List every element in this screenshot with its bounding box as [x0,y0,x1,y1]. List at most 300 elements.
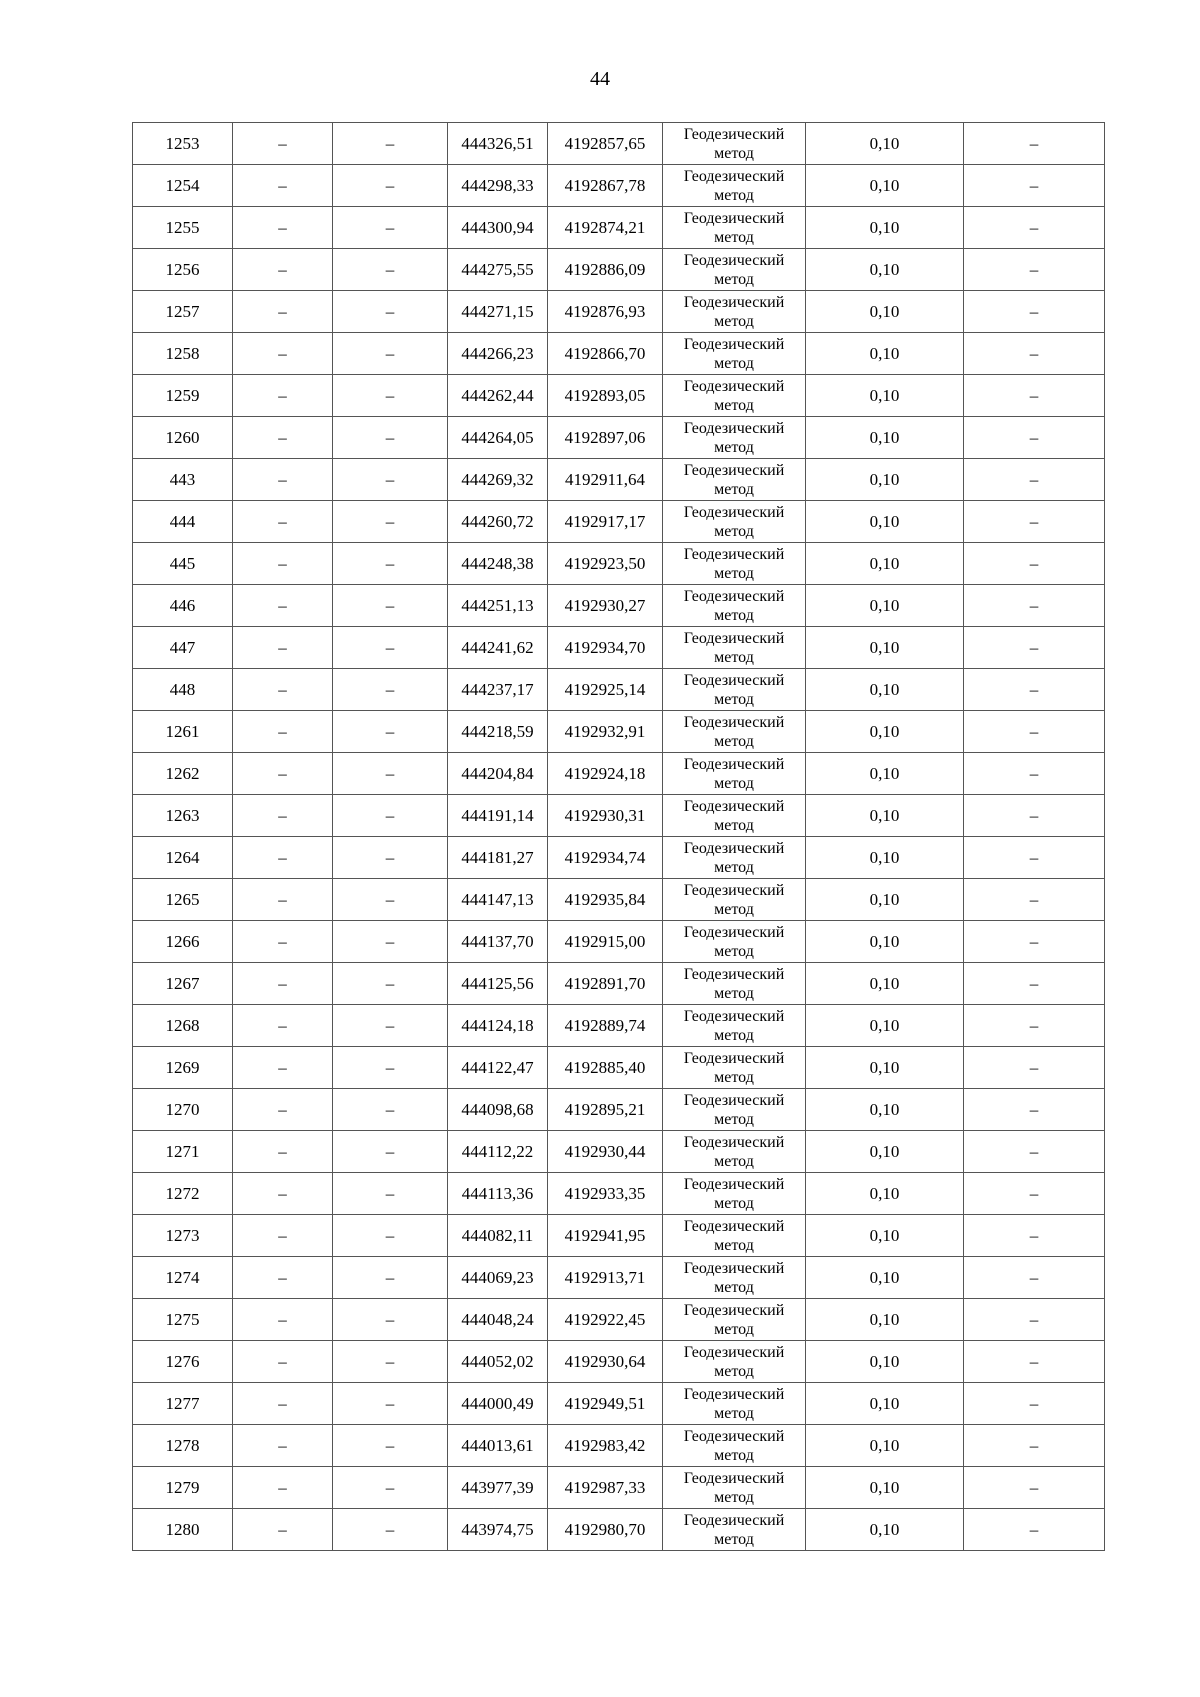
coordinate-y-cell: 4192895,21 [548,1089,663,1131]
table-row [133,963,1105,1005]
coordinate-y-cell: 4192874,21 [548,207,663,249]
table-row [133,1341,1105,1383]
method-label-line2: метод [714,396,754,414]
empty-value-cell: – [333,1089,448,1131]
method-label-line2: метод [714,186,754,204]
table-row [133,921,1105,963]
empty-value-cell: – [233,753,333,795]
empty-value-cell: – [233,1257,333,1299]
method-label-line2: метод [714,690,754,708]
method-label-line1: Геодезический [683,1007,785,1025]
method-label-line1: Геодезический [683,125,785,143]
method-label-line2: метод [714,1152,754,1170]
empty-value-cell: – [233,1173,333,1215]
method-label-line1: Геодезический [683,839,785,857]
method-label-line1: Геодезический [683,1427,785,1445]
empty-value-cell: – [333,165,448,207]
accuracy-cell: 0,10 [806,165,964,207]
coordinate-y-cell: 4192923,50 [548,543,663,585]
empty-value-cell: – [964,123,1105,165]
empty-value-cell: – [233,963,333,1005]
coordinate-y-cell: 4192935,84 [548,879,663,921]
coordinate-x-cell: 444218,59 [448,711,548,753]
accuracy-cell: 0,10 [806,291,964,333]
coordinate-y-cell: 4192987,33 [548,1467,663,1509]
empty-value-cell: – [964,711,1105,753]
accuracy-cell: 0,10 [806,963,964,1005]
empty-value-cell: – [964,459,1105,501]
empty-value-cell: – [333,543,448,585]
coordinate-y-cell: 4192932,91 [548,711,663,753]
coordinate-y-cell: 4192911,64 [548,459,663,501]
method-cell [663,417,806,459]
method-label-line2: метод [714,564,754,582]
empty-value-cell: – [964,1341,1105,1383]
method-label-line2: метод [714,1110,754,1128]
coordinate-x-cell: 444048,24 [448,1299,548,1341]
empty-value-cell: – [964,963,1105,1005]
method-label-line2: метод [714,648,754,666]
table-row [133,165,1105,207]
method-cell [663,1215,806,1257]
method-label-line1: Геодезический [683,755,785,773]
method-label-line1: Геодезический [683,377,785,395]
coordinate-x-cell: 444271,15 [448,291,548,333]
coordinate-x-cell: 444052,02 [448,1341,548,1383]
empty-value-cell: – [233,837,333,879]
coordinate-x-cell: 444262,44 [448,375,548,417]
method-label-line2: метод [714,858,754,876]
empty-value-cell: – [333,795,448,837]
point-number-cell: 1274 [133,1257,233,1299]
method-label-line2: метод [714,1026,754,1044]
method-label-line2: метод [714,1278,754,1296]
point-number-cell: 448 [133,669,233,711]
coordinate-y-cell: 4192934,74 [548,837,663,879]
method-label-line2: метод [714,438,754,456]
coordinates-table [132,122,1105,1551]
empty-value-cell: – [964,753,1105,795]
accuracy-cell: 0,10 [806,837,964,879]
method-label-line1: Геодезический [683,965,785,983]
coordinate-y-cell: 4192930,31 [548,795,663,837]
coordinate-x-cell: 444269,32 [448,459,548,501]
accuracy-cell: 0,10 [806,1173,964,1215]
method-cell [663,1341,806,1383]
empty-value-cell: – [333,711,448,753]
coordinate-y-cell: 4192949,51 [548,1383,663,1425]
point-number-cell: 1261 [133,711,233,753]
coordinate-y-cell: 4192876,93 [548,291,663,333]
accuracy-cell: 0,10 [806,669,964,711]
point-number-cell: 1277 [133,1383,233,1425]
coordinate-x-cell: 444266,23 [448,333,548,375]
method-label-line2: метод [714,1446,754,1464]
accuracy-cell: 0,10 [806,459,964,501]
point-number-cell: 1275 [133,1299,233,1341]
empty-value-cell: – [964,165,1105,207]
method-cell [663,1467,806,1509]
empty-value-cell: – [233,1467,333,1509]
table-row [133,543,1105,585]
empty-value-cell: – [333,1425,448,1467]
coordinate-y-cell: 4192930,64 [548,1341,663,1383]
point-number-cell: 1268 [133,1005,233,1047]
empty-value-cell: – [964,417,1105,459]
empty-value-cell: – [333,123,448,165]
table-row [133,249,1105,291]
method-label-line2: метод [714,354,754,372]
empty-value-cell: – [233,123,333,165]
coordinate-x-cell: 444098,68 [448,1089,548,1131]
coordinate-y-cell: 4192941,95 [548,1215,663,1257]
method-label-line1: Геодезический [683,419,785,437]
empty-value-cell: – [964,627,1105,669]
point-number-cell: 1264 [133,837,233,879]
method-label-line2: метод [714,270,754,288]
method-label-line1: Геодезический [683,1091,785,1109]
method-label-line2: метод [714,1530,754,1548]
empty-value-cell: – [233,1425,333,1467]
method-label-line1: Геодезический [683,671,785,689]
empty-value-cell: – [233,333,333,375]
point-number-cell: 1266 [133,921,233,963]
empty-value-cell: – [964,1299,1105,1341]
empty-value-cell: – [964,1425,1105,1467]
empty-value-cell: – [333,921,448,963]
empty-value-cell: – [333,1383,448,1425]
empty-value-cell: – [333,837,448,879]
method-label-line1: Геодезический [683,461,785,479]
accuracy-cell: 0,10 [806,123,964,165]
coordinate-x-cell: 444260,72 [448,501,548,543]
coordinate-x-cell: 444124,18 [448,1005,548,1047]
coordinate-x-cell: 444082,11 [448,1215,548,1257]
coordinate-y-cell: 4192913,71 [548,1257,663,1299]
empty-value-cell: – [233,1089,333,1131]
method-label-line1: Геодезический [683,1511,785,1529]
method-label-line2: метод [714,522,754,540]
empty-value-cell: – [233,249,333,291]
method-label-line2: метод [714,900,754,918]
coordinate-x-cell: 444275,55 [448,249,548,291]
method-label-line1: Геодезический [683,293,785,311]
accuracy-cell: 0,10 [806,375,964,417]
method-cell [663,1257,806,1299]
empty-value-cell: – [964,1089,1105,1131]
table-row [133,333,1105,375]
empty-value-cell: – [333,417,448,459]
empty-value-cell: – [964,1383,1105,1425]
empty-value-cell: – [233,711,333,753]
empty-value-cell: – [964,669,1105,711]
empty-value-cell: – [333,753,448,795]
coordinate-y-cell: 4192980,70 [548,1509,663,1551]
accuracy-cell: 0,10 [806,1131,964,1173]
empty-value-cell: – [964,837,1105,879]
coordinate-x-cell: 444248,38 [448,543,548,585]
method-label-line1: Геодезический [683,1469,785,1487]
empty-value-cell: – [333,585,448,627]
method-cell [663,879,806,921]
empty-value-cell: – [233,207,333,249]
method-label-line2: метод [714,1068,754,1086]
accuracy-cell: 0,10 [806,1341,964,1383]
method-label-line1: Геодезический [683,629,785,647]
empty-value-cell: – [964,1005,1105,1047]
point-number-cell: 1270 [133,1089,233,1131]
table-row [133,753,1105,795]
method-cell [663,1047,806,1089]
empty-value-cell: – [333,669,448,711]
coordinate-y-cell: 4192917,17 [548,501,663,543]
point-number-cell: 445 [133,543,233,585]
method-label-line2: метод [714,228,754,246]
method-label-line2: метод [714,1194,754,1212]
coordinate-x-cell: 444191,14 [448,795,548,837]
empty-value-cell: – [333,879,448,921]
empty-value-cell: – [333,1341,448,1383]
empty-value-cell: – [233,1383,333,1425]
point-number-cell: 447 [133,627,233,669]
method-cell [663,165,806,207]
empty-value-cell: – [333,1215,448,1257]
method-cell [663,1173,806,1215]
coordinate-y-cell: 4192924,18 [548,753,663,795]
coordinate-x-cell: 444264,05 [448,417,548,459]
empty-value-cell: – [964,585,1105,627]
empty-value-cell: – [964,501,1105,543]
empty-value-cell: – [964,291,1105,333]
coordinate-x-cell: 444237,17 [448,669,548,711]
point-number-cell: 1260 [133,417,233,459]
empty-value-cell: – [233,1299,333,1341]
point-number-cell: 1258 [133,333,233,375]
empty-value-cell: – [233,1005,333,1047]
point-number-cell: 444 [133,501,233,543]
accuracy-cell: 0,10 [806,879,964,921]
accuracy-cell: 0,10 [806,627,964,669]
table-row [133,1089,1105,1131]
point-number-cell: 1256 [133,249,233,291]
method-label-line1: Геодезический [683,503,785,521]
coordinate-y-cell: 4192866,70 [548,333,663,375]
point-number-cell: 1262 [133,753,233,795]
empty-value-cell: – [964,1131,1105,1173]
coordinate-x-cell: 444013,61 [448,1425,548,1467]
method-cell [663,711,806,753]
point-number-cell: 446 [133,585,233,627]
accuracy-cell: 0,10 [806,753,964,795]
method-cell [663,1005,806,1047]
accuracy-cell: 0,10 [806,795,964,837]
empty-value-cell: – [333,627,448,669]
coordinate-x-cell: 444069,23 [448,1257,548,1299]
point-number-cell: 1279 [133,1467,233,1509]
coordinate-y-cell: 4192857,65 [548,123,663,165]
method-label-line1: Геодезический [683,881,785,899]
method-cell [663,795,806,837]
method-label-line2: метод [714,774,754,792]
coordinate-x-cell: 444113,36 [448,1173,548,1215]
method-cell [663,1383,806,1425]
method-label-line2: метод [714,942,754,960]
table-row [133,1425,1105,1467]
accuracy-cell: 0,10 [806,711,964,753]
page-number: 44 [590,68,610,90]
method-cell [663,669,806,711]
method-label-line1: Геодезический [683,1385,785,1403]
point-number-cell: 1280 [133,1509,233,1551]
method-label-line1: Геодезический [683,1301,785,1319]
coordinate-x-cell: 444147,13 [448,879,548,921]
table-row [133,291,1105,333]
accuracy-cell: 0,10 [806,1425,964,1467]
method-cell [663,1509,806,1551]
table-row [133,1173,1105,1215]
method-label-line1: Геодезический [683,923,785,941]
method-cell [663,1299,806,1341]
accuracy-cell: 0,10 [806,501,964,543]
empty-value-cell: – [333,1257,448,1299]
coordinate-x-cell: 444204,84 [448,753,548,795]
empty-value-cell: – [233,165,333,207]
coordinate-y-cell: 4192915,00 [548,921,663,963]
empty-value-cell: – [964,543,1105,585]
empty-value-cell: – [233,921,333,963]
accuracy-cell: 0,10 [806,1089,964,1131]
empty-value-cell: – [333,963,448,1005]
point-number-cell: 1253 [133,123,233,165]
coordinate-y-cell: 4192893,05 [548,375,663,417]
empty-value-cell: – [333,1047,448,1089]
method-label-line1: Геодезический [683,1133,785,1151]
empty-value-cell: – [233,375,333,417]
table-row [133,879,1105,921]
coordinate-y-cell: 4192934,70 [548,627,663,669]
coordinate-y-cell: 4192867,78 [548,165,663,207]
coordinate-y-cell: 4192925,14 [548,669,663,711]
method-label-line1: Геодезический [683,713,785,731]
method-cell [663,123,806,165]
point-number-cell: 1271 [133,1131,233,1173]
empty-value-cell: – [333,333,448,375]
table-row [133,1047,1105,1089]
table-row [133,417,1105,459]
empty-value-cell: – [964,1467,1105,1509]
empty-value-cell: – [333,1509,448,1551]
empty-value-cell: – [233,1215,333,1257]
method-label-line2: метод [714,1488,754,1506]
empty-value-cell: – [964,1215,1105,1257]
coordinate-x-cell: 444122,47 [448,1047,548,1089]
empty-value-cell: – [964,921,1105,963]
method-label-line2: метод [714,144,754,162]
point-number-cell: 1255 [133,207,233,249]
empty-value-cell: – [333,1005,448,1047]
point-number-cell: 1272 [133,1173,233,1215]
coordinate-y-cell: 4192933,35 [548,1173,663,1215]
method-cell [663,1089,806,1131]
method-label-line1: Геодезический [683,1217,785,1235]
method-label-line1: Геодезический [683,167,785,185]
method-cell [663,459,806,501]
point-number-cell: 1278 [133,1425,233,1467]
method-cell [663,501,806,543]
table-row [133,1005,1105,1047]
empty-value-cell: – [333,291,448,333]
accuracy-cell: 0,10 [806,207,964,249]
empty-value-cell: – [333,249,448,291]
empty-value-cell: – [233,669,333,711]
table-row [133,1257,1105,1299]
table-row [133,207,1105,249]
method-label-line2: метод [714,312,754,330]
empty-value-cell: – [233,1131,333,1173]
coordinate-x-cell: 444137,70 [448,921,548,963]
method-label-line1: Геодезический [683,545,785,563]
empty-value-cell: – [964,1509,1105,1551]
coordinate-y-cell: 4192897,06 [548,417,663,459]
method-cell [663,1425,806,1467]
empty-value-cell: – [233,543,333,585]
empty-value-cell: – [333,1131,448,1173]
accuracy-cell: 0,10 [806,1257,964,1299]
empty-value-cell: – [233,1509,333,1551]
coordinate-x-cell: 443977,39 [448,1467,548,1509]
method-label-line2: метод [714,984,754,1002]
empty-value-cell: – [233,795,333,837]
empty-value-cell: – [964,375,1105,417]
table-row [133,795,1105,837]
coordinate-y-cell: 4192891,70 [548,963,663,1005]
method-cell [663,585,806,627]
accuracy-cell: 0,10 [806,249,964,291]
table-row [133,1215,1105,1257]
coordinate-y-cell: 4192983,42 [548,1425,663,1467]
coordinates-table-body [133,123,1105,1551]
method-cell [663,1131,806,1173]
coordinate-x-cell: 444112,22 [448,1131,548,1173]
method-label-line2: метод [714,1236,754,1254]
point-number-cell: 1276 [133,1341,233,1383]
empty-value-cell: – [333,375,448,417]
coordinate-y-cell: 4192922,45 [548,1299,663,1341]
coordinate-x-cell: 444181,27 [448,837,548,879]
method-label-line2: метод [714,480,754,498]
coordinate-x-cell: 444298,33 [448,165,548,207]
method-cell [663,837,806,879]
point-number-cell: 1269 [133,1047,233,1089]
method-cell [663,753,806,795]
method-cell [663,249,806,291]
table-row [133,669,1105,711]
accuracy-cell: 0,10 [806,417,964,459]
empty-value-cell: – [333,1173,448,1215]
table-row [133,627,1105,669]
empty-value-cell: – [233,627,333,669]
coordinate-x-cell: 444125,56 [448,963,548,1005]
coordinate-y-cell: 4192930,27 [548,585,663,627]
table-row [133,501,1105,543]
table-row [133,1299,1105,1341]
method-label-line1: Геодезический [683,1343,785,1361]
point-number-cell: 1273 [133,1215,233,1257]
empty-value-cell: – [333,207,448,249]
method-label-line1: Геодезический [683,587,785,605]
empty-value-cell: – [964,207,1105,249]
coordinate-x-cell: 444000,49 [448,1383,548,1425]
